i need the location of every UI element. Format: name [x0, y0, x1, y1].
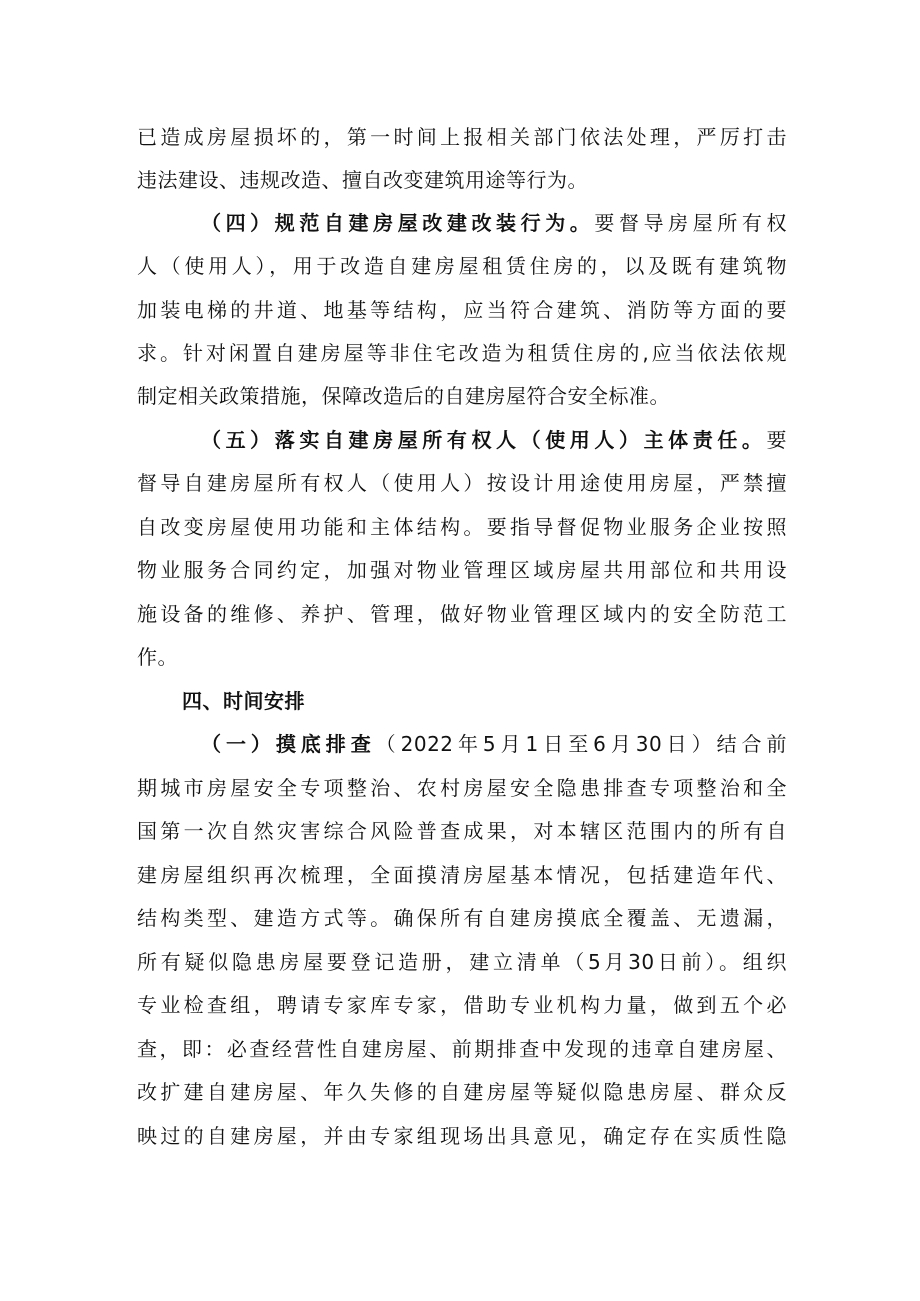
- line-text: 期城市房屋安全专项整治、农村房屋安全隐患排查专项整治和全: [137, 776, 787, 800]
- paragraph-line-8: [137, 507, 787, 547]
- paragraph-line-18: [137, 1029, 787, 1069]
- line-text: 违法建设、违规改造、擅自改变建筑用途等行为。: [137, 168, 588, 192]
- paragraph-line-7: [137, 463, 787, 503]
- line-text: 映过的自建房屋，并由专家组现场出具意见，确定存在实质性隐: [137, 1124, 787, 1148]
- paragraph-line-3: [137, 246, 787, 286]
- section-5-heading: （五）落实自建房屋所有权人（使用人）主体责任。: [201, 428, 767, 452]
- section-5-lead-line: [201, 420, 787, 460]
- section-4-heading: （四）规范自建房屋改建改装行为。: [201, 211, 595, 235]
- line-text: 改扩建自建房屋、年久失修的自建房屋等疑似隐患房屋、群众反: [137, 1080, 787, 1104]
- paragraph-line-2: [137, 160, 787, 200]
- paragraph-line-12: [137, 768, 787, 808]
- line-text: 加装电梯的井道、地基等结构，应当符合建筑、消防等方面的要: [137, 298, 787, 322]
- line-text: 查，即：必查经营性自建房屋、前期排查中发现的违章自建房屋、: [137, 1037, 787, 1061]
- paragraph-line-16: [137, 942, 787, 982]
- paragraph-line-5: [137, 333, 787, 373]
- line-text: （2022年5月1日至6月30日）结合前: [375, 732, 787, 756]
- paragraph-line-20: [137, 1116, 787, 1156]
- paragraph-line-19: [137, 1072, 787, 1112]
- subsection-1-heading: （一）摸底排查: [201, 732, 376, 756]
- paragraph-line-17: [137, 985, 787, 1025]
- line-text: 制定相关政策措施，保障改造后的自建房屋符合安全标准。: [137, 384, 670, 408]
- paragraph-line-4: [137, 290, 787, 330]
- paragraph-line-11: [137, 637, 787, 677]
- paragraph-line-6: [137, 376, 787, 416]
- subsection-1-lead-line: [201, 724, 787, 764]
- line-text: 人（使用人），用于改造自建房屋租赁住房的，以及既有建筑物: [137, 254, 787, 278]
- line-text: 作。: [137, 645, 178, 669]
- paragraph-line-9: [137, 550, 787, 590]
- line-text: 国第一次自然灾害综合风险普查成果，对本辖区范围内的所有自: [137, 819, 787, 843]
- line-text: 专业检查组，聘请专家库专家，借助专业机构力量，做到五个必: [137, 993, 787, 1017]
- line-text: 建房屋组织再次梳理，全面摸清房屋基本情况，包括建造年代、: [137, 863, 787, 887]
- section-heading-schedule: [182, 681, 582, 721]
- line-text: 督导自建房屋所有权人（使用人）按设计用途使用房屋，严禁擅: [137, 471, 787, 495]
- section-4-lead-line: [201, 203, 787, 243]
- line-text: 自改变房屋使用功能和主体结构。要指导督促物业服务企业按照: [137, 515, 787, 539]
- line-text: 施设备的维修、养护、管理，做好物业管理区域内的安全防范工: [137, 602, 787, 626]
- line-text: 所有疑似隐患房屋要登记造册，建立清单（5月30日前）。组织: [137, 950, 787, 974]
- paragraph-line-14: [137, 855, 787, 895]
- paragraph-line-13: [137, 811, 787, 851]
- paragraph-line-15: [137, 898, 787, 938]
- line-text: 已造成房屋损坏的，第一时间上报相关部门依法处理，严厉打击: [137, 125, 787, 149]
- paragraph-line-10: [137, 594, 787, 634]
- line-text: 结构类型、建造方式等。确保所有自建房摸底全覆盖、无遗漏，: [137, 906, 787, 930]
- paragraph-line-1: [137, 117, 787, 157]
- heading-text: 四、时间安排: [182, 689, 305, 713]
- line-text: 求。针对闲置自建房屋等非住宅改造为租赁住房的,应当依法依规: [137, 341, 787, 365]
- line-text: 要督导房屋所有权: [594, 211, 788, 235]
- line-text: 要: [766, 428, 787, 452]
- line-text: 物业服务合同约定，加强对物业管理区域房屋共用部位和共用设: [137, 558, 787, 582]
